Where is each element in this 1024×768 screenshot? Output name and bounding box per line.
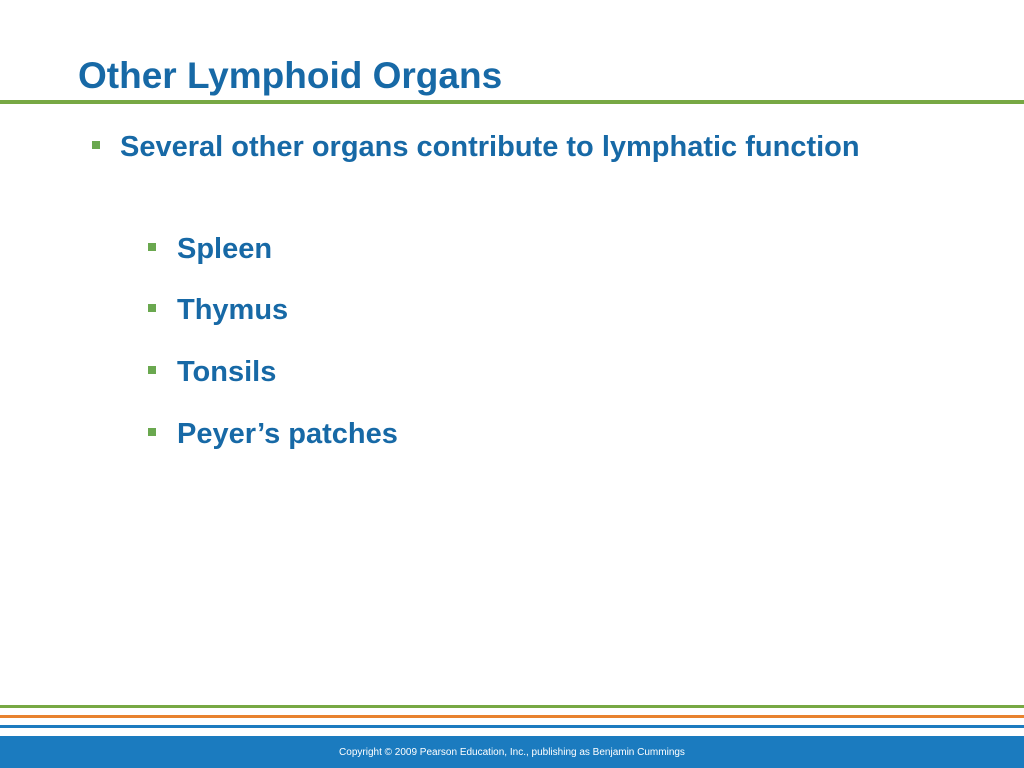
square-bullet-icon [148,304,156,312]
slide-title: Other Lymphoid Organs [78,55,503,96]
square-bullet-icon [92,141,100,149]
sub-bullet-item [148,290,648,330]
square-bullet-icon [148,428,156,436]
sub-bullet-item [148,414,648,454]
sub-bullet-item [148,352,648,392]
square-bullet-icon [148,243,156,251]
footer-stripe-green [0,705,1024,708]
bullet-text: Several other organs contribute to lymphatic function [120,131,860,163]
sub-bullet-text: Spleen [177,233,273,265]
sub-bullet-text: Thymus [177,294,289,326]
bullet-item [92,127,892,211]
copyright-notice: Copyright © 2009 Pearson Education, Inc., publishing as Benjamin Cummings [339,747,685,758]
square-bullet-icon [148,366,156,374]
footer-stripes [0,705,1024,733]
sub-bullet-text: Peyer’s patches [177,418,398,450]
footer-stripe-orange [0,715,1024,718]
footer-stripe-blue [0,725,1024,728]
sub-bullet-text: Tonsils [177,356,277,388]
sub-bullet-item [148,229,648,269]
